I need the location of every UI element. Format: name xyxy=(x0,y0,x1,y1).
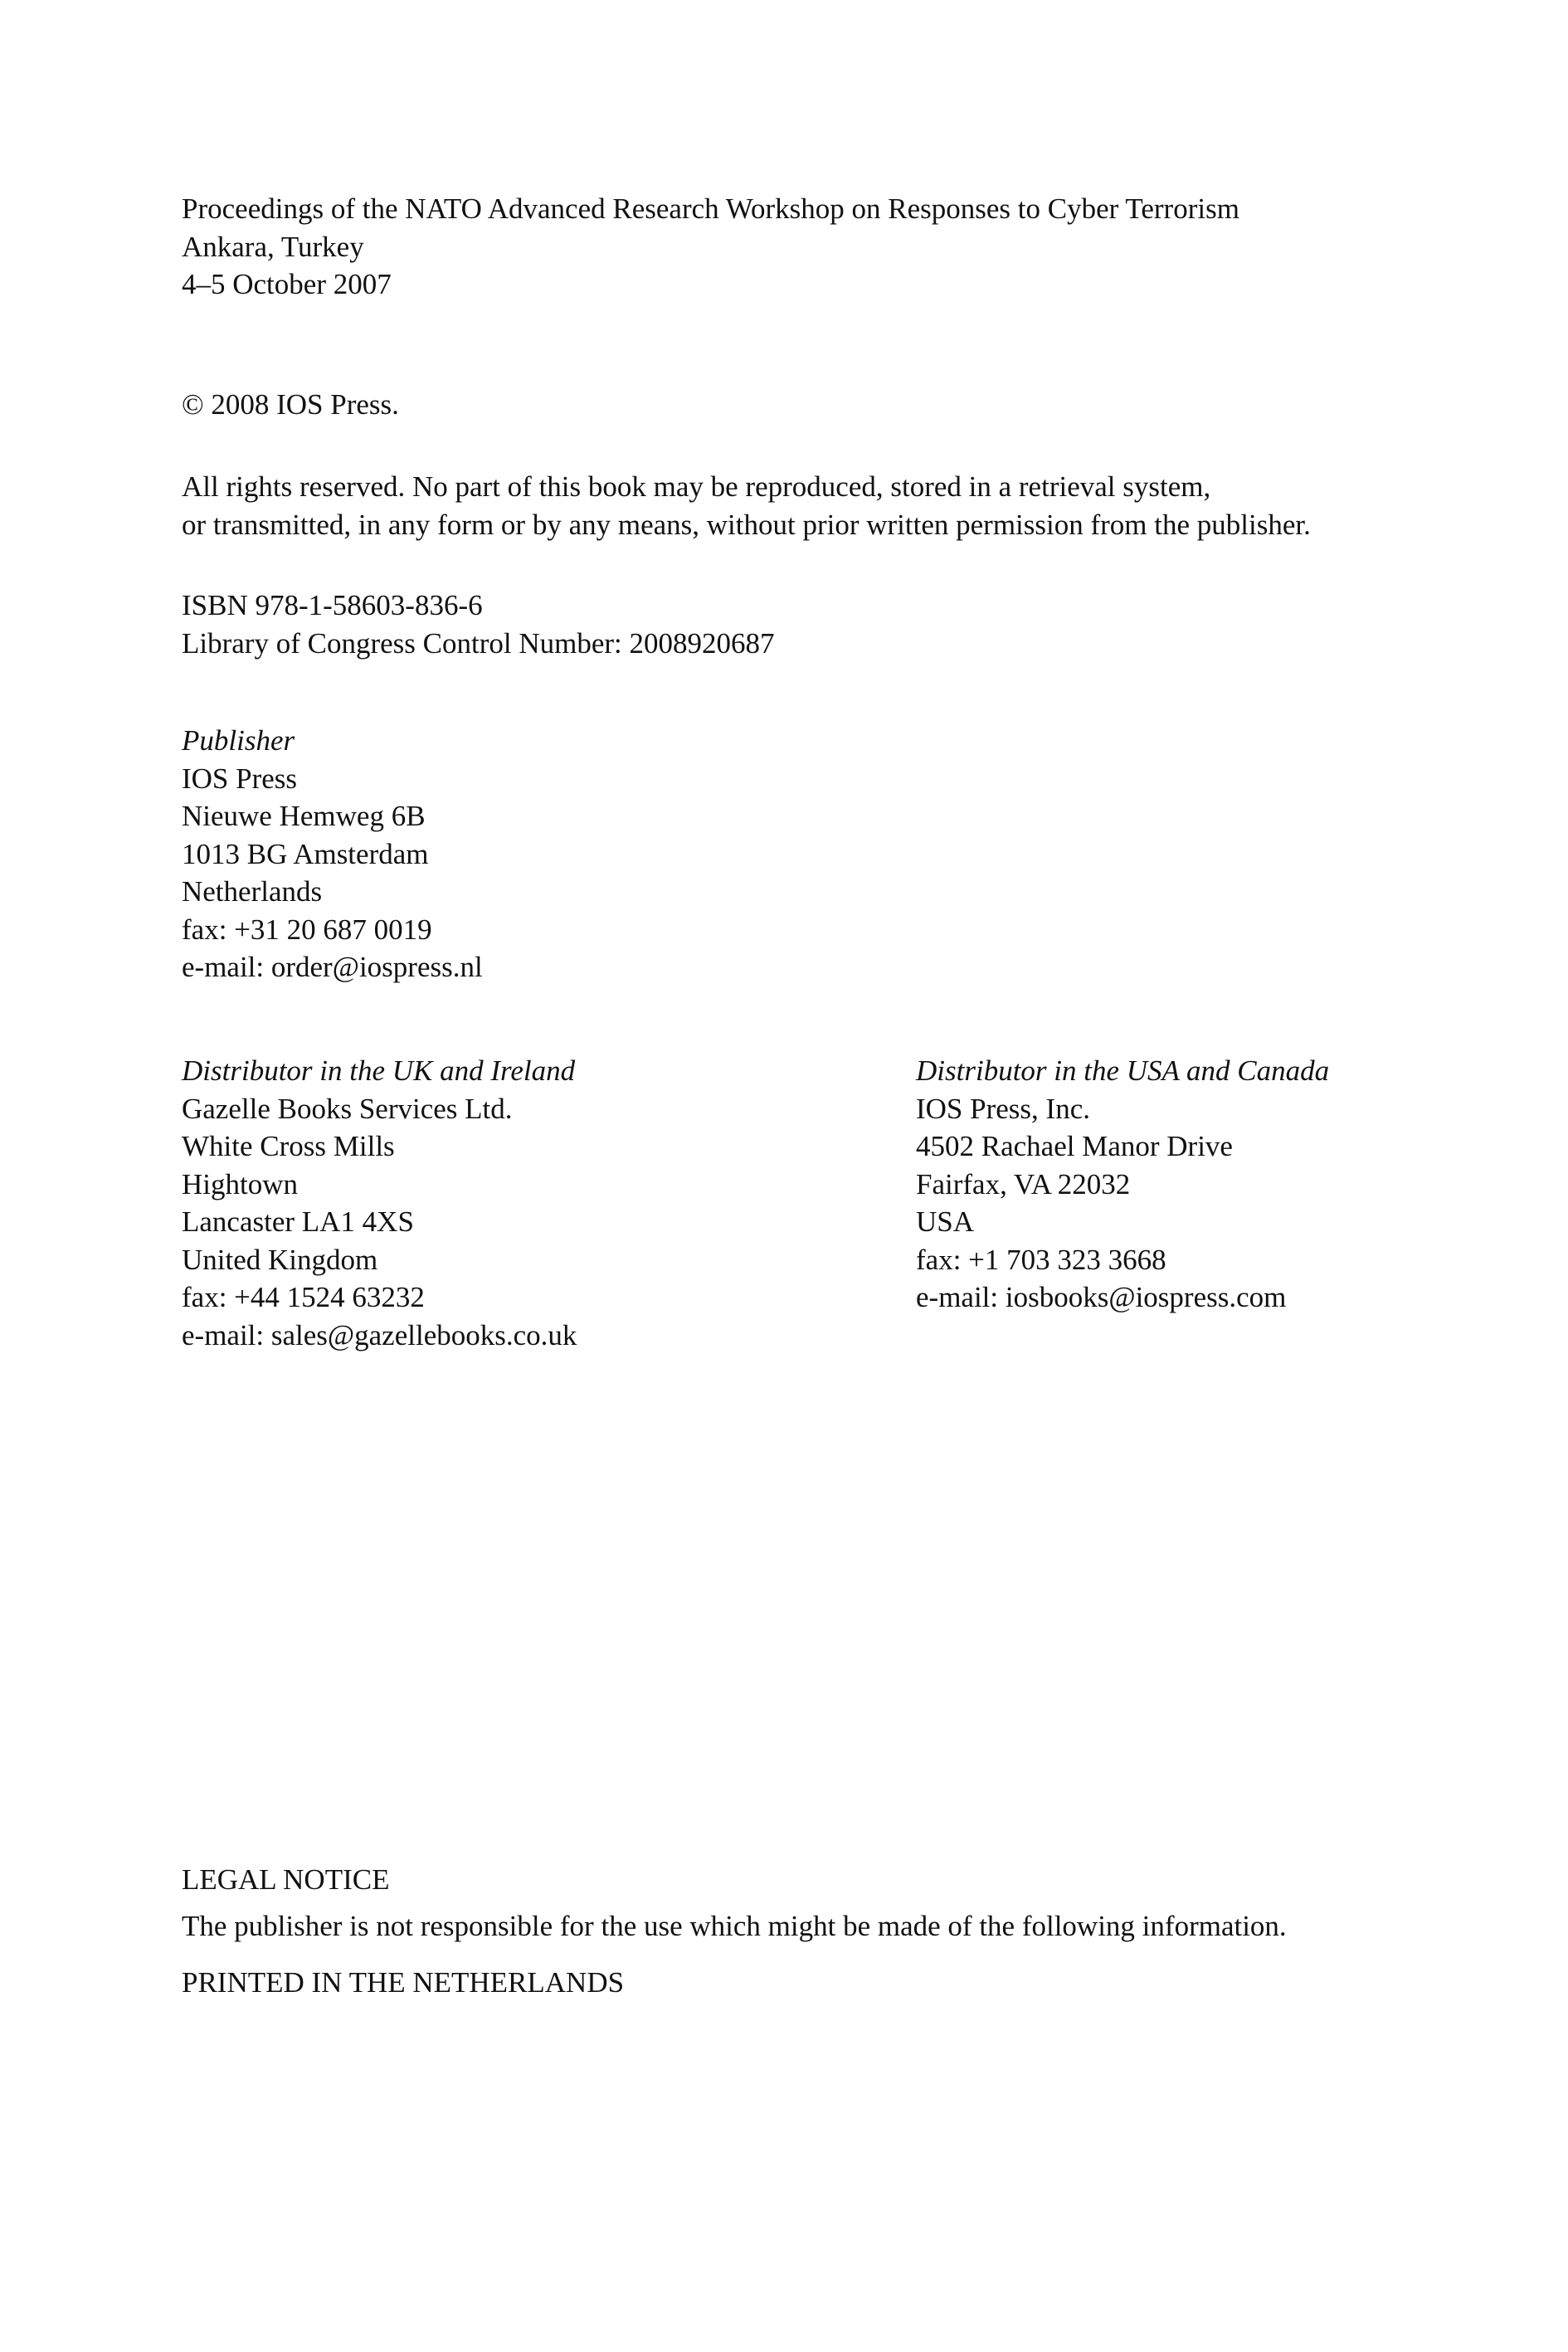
distributor-uk-email: e-mail: sales@gazellebooks.co.uk xyxy=(182,1318,577,1351)
rights-line-1: All rights reserved. No part of this book may be reproduced, stored in a retrieval system, xyxy=(182,470,1211,503)
proceedings-title: Proceedings of the NATO Advanced Research Workshop on Responses to Cyber Terrorism xyxy=(182,192,1239,225)
publisher-fax: fax: +31 20 687 0019 xyxy=(182,913,432,946)
publisher-block xyxy=(182,722,483,986)
distributor-usa-address-line: IOS Press, Inc. xyxy=(916,1092,1090,1125)
publisher-address-line: 1013 BG Amsterdam xyxy=(182,837,429,870)
lccn-line: Library of Congress Control Number: 2008920687 xyxy=(182,626,775,660)
proceedings-block xyxy=(182,190,1239,304)
isbn-line: ISBN 978-1-58603-836-6 xyxy=(182,589,483,621)
distributor-uk-address-line: Gazelle Books Services Ltd. xyxy=(182,1092,513,1125)
printed-in-notice xyxy=(182,1964,624,2002)
publisher-address-line: Nieuwe Hemweg 6B xyxy=(182,800,426,832)
rights-statement xyxy=(182,468,1311,543)
rights-line-2: or transmitted, in any form or by any means, without prior written permission from the publisher. xyxy=(182,508,1311,541)
distributor-uk-address-line: United Kingdom xyxy=(182,1243,378,1276)
distributor-usa-fax: fax: +1 703 323 3668 xyxy=(916,1243,1166,1276)
distributor-usa-block xyxy=(916,1052,1329,1317)
proceedings-dates: 4–5 October 2007 xyxy=(182,268,392,300)
distributor-usa-heading: Distributor in the USA and Canada xyxy=(916,1054,1330,1087)
legal-notice-body xyxy=(182,1907,1287,1945)
legal-notice-title: LEGAL NOTICE xyxy=(182,1863,390,1896)
printed-line: PRINTED IN THE NETHERLANDS xyxy=(182,1966,625,1999)
distributor-uk-fax: fax: +44 1524 63232 xyxy=(182,1281,425,1313)
distributor-usa-email: e-mail: iosbooks@iospress.com xyxy=(916,1281,1287,1313)
copyright-line: © 2008 IOS Press. xyxy=(182,388,399,421)
distributor-usa-address-line: 4502 Rachael Manor Drive xyxy=(916,1130,1233,1162)
distributor-uk-address-line: White Cross Mills xyxy=(182,1130,395,1162)
proceedings-location: Ankara, Turkey xyxy=(182,230,364,263)
publisher-address-line: Netherlands xyxy=(182,875,323,908)
distributor-usa-address-line: USA xyxy=(916,1205,975,1238)
distributor-usa-address-line: Fairfax, VA 22032 xyxy=(916,1167,1131,1200)
distributor-uk-address-line: Lancaster LA1 4XS xyxy=(182,1205,414,1238)
publisher-email: e-mail: order@iospress.nl xyxy=(182,951,483,983)
distributor-uk-heading: Distributor in the UK and Ireland xyxy=(182,1054,576,1087)
distributor-uk-address-line: Hightown xyxy=(182,1167,298,1200)
legal-notice-heading xyxy=(182,1861,389,1899)
publisher-heading: Publisher xyxy=(182,724,295,757)
copyright-notice xyxy=(182,386,399,424)
legal-notice-text: The publisher is not responsible for the use which might be made of the following information. xyxy=(182,1910,1287,1942)
publisher-address-line: IOS Press xyxy=(182,762,298,795)
distributor-uk-block xyxy=(182,1052,577,1354)
identifiers-block xyxy=(182,587,775,662)
